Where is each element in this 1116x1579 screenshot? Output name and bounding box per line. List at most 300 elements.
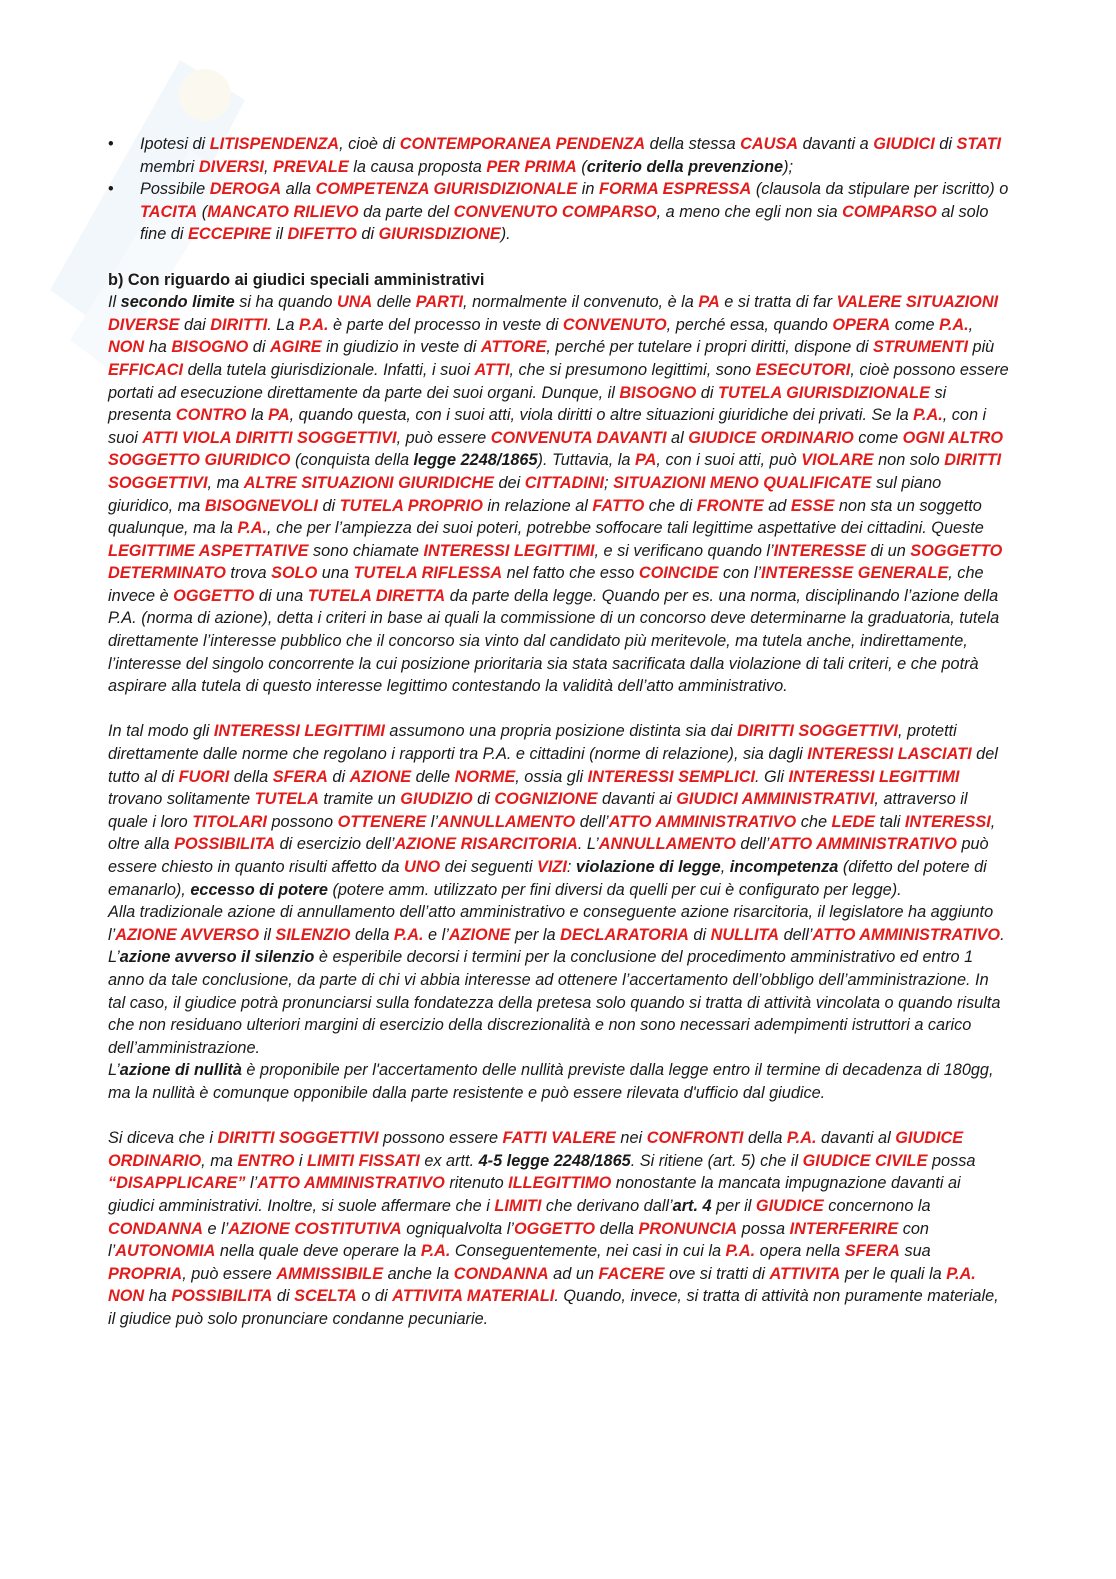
- text-run: , normalmente il convenuto, è la: [463, 293, 699, 312]
- text-run: di: [688, 925, 711, 944]
- text-run: possono: [266, 812, 338, 831]
- bold-term: azione avverso il silenzio: [119, 948, 315, 967]
- text-run: nel fatto che esso: [502, 564, 639, 583]
- text-run: dell’: [779, 925, 813, 944]
- highlight-term: ATTIVITA: [769, 1264, 841, 1283]
- highlight-term: ESECUTORI: [755, 360, 851, 379]
- text-run: e l’: [202, 1219, 229, 1238]
- text-run: è parte del processo in veste di: [328, 315, 563, 334]
- text-run: ad un: [548, 1264, 599, 1283]
- highlight-term: GIUDICE ORDINARIO: [108, 1129, 964, 1170]
- highlight-term: DIRITTI: [210, 315, 268, 334]
- text-run: , protetti direttamente dalle norme che regolano i rapporti tra P.A. e cittadini (norme di relazione), sia dagli: [108, 722, 957, 764]
- highlight-term: INTERESSI LEGITTIMI: [213, 722, 385, 741]
- highlight-term: AZIONE AVVERSO: [115, 925, 260, 944]
- text-run: davanti al: [816, 1129, 896, 1148]
- text-run: alla: [281, 180, 316, 199]
- highlight-term: INTERESSI LEGITTIMI: [788, 767, 960, 786]
- text-run: , a meno che egli non sia: [656, 202, 843, 221]
- text-run: il: [259, 925, 276, 944]
- text-run: ). Tuttavia, la: [537, 451, 635, 470]
- text-run: . Gli: [755, 767, 789, 786]
- highlight-term: BISOGNO: [619, 383, 697, 402]
- text-run: delle: [411, 767, 455, 786]
- text-run: , cioè di: [339, 135, 400, 153]
- text-run: nonostante la mancata impugnazione davanti ai giudici amministrativi. Inoltre, si suole affermare che i: [108, 1174, 961, 1215]
- text-run: , attraverso il quale i loro: [108, 790, 968, 831]
- text-run: ex artt.: [419, 1151, 479, 1170]
- text-run: , può essere: [182, 1264, 277, 1283]
- text-run: in: [577, 180, 600, 199]
- text-run: in giudizio in veste di: [321, 338, 481, 357]
- highlight-term: CONDANNA: [108, 1219, 203, 1238]
- highlight-term: COMPARSO: [842, 202, 937, 221]
- text-run: della: [743, 1129, 787, 1148]
- highlight-term: DIFETTO: [287, 225, 357, 244]
- text-run: sul piano giuridico, ma: [108, 473, 942, 515]
- text-run: delle: [372, 293, 416, 312]
- highlight-term: OGGETTO: [173, 586, 255, 605]
- highlight-term: COMPETENZA GIURISDIZIONALE: [315, 180, 578, 199]
- highlight-term: MANCATO RILIEVO: [207, 202, 359, 221]
- text-run: della: [229, 767, 273, 786]
- text-run: , può essere: [396, 428, 491, 447]
- text-run: , che si presumono legittimi, sono: [509, 360, 756, 379]
- bold-term: violazione di legge: [575, 858, 721, 876]
- text-run: di: [317, 496, 340, 515]
- bold-term: criterio della prevenzione: [586, 157, 784, 176]
- text-run: , ma: [207, 473, 244, 492]
- text-run: in relazione al: [482, 496, 593, 515]
- highlight-term: CONDANNA: [453, 1264, 549, 1283]
- highlight-term: P.A. NON: [108, 1264, 976, 1306]
- text-run: , e si verificano quando l’: [594, 541, 774, 560]
- text-run: ha: [144, 338, 172, 357]
- highlight-term: NULLITA: [710, 925, 780, 944]
- highlight-term: COGNIZIONE: [494, 790, 598, 809]
- text-run: (clausola da stipulare per iscritto) o: [751, 180, 1009, 199]
- highlight-term: P.A.: [420, 1242, 451, 1261]
- text-run: ).: [500, 225, 511, 244]
- text-run: In tal modo gli: [108, 722, 214, 741]
- highlight-term: FATTO: [592, 496, 645, 515]
- text-run: ;: [604, 473, 614, 492]
- text-run: , cioè possono essere portati ad esecuzione direttamente da parte dei suoi organi. Dunque, il: [108, 360, 1009, 402]
- text-run: , perché essa, quando: [666, 315, 833, 334]
- highlight-term: BISOGNO: [171, 338, 249, 357]
- text-run: opera nella: [755, 1242, 845, 1261]
- highlight-term: ATTORE: [480, 338, 547, 357]
- text-run: Si diceva che i: [108, 1129, 218, 1148]
- highlight-term: ANNULLAMENTO: [598, 835, 736, 854]
- text-run: che: [796, 812, 832, 831]
- text-run: );: [783, 157, 794, 176]
- highlight-term: GIUDICI: [873, 135, 935, 153]
- text-run: di esercizio dell’: [275, 835, 395, 854]
- text-run: dei: [493, 473, 525, 492]
- text-run: assumono una propria posizione distinta sia dai: [384, 722, 737, 741]
- highlight-term: TUTELA: [254, 790, 319, 809]
- text-run: sono chiamate: [308, 541, 424, 560]
- highlight-term: ILLEGITTIMO: [508, 1174, 612, 1193]
- text-run: l’: [245, 1174, 258, 1193]
- text-run: , con i suoi: [108, 406, 987, 447]
- highlight-term: NON: [108, 338, 145, 357]
- text-run: , quando questa, con i suoi atti, viola diritti o altre situazioni giuridiche dei privati. Se la: [289, 406, 914, 425]
- highlight-term: SFERA: [844, 1242, 900, 1261]
- text-run: con l’: [718, 564, 761, 583]
- text-run: più: [967, 338, 995, 357]
- highlight-term: STRUMENTI: [873, 338, 968, 357]
- highlight-term: INTERESSI LEGITTIMI: [423, 541, 595, 560]
- highlight-term: SITUAZIONI MENO QUALIFICATE: [613, 473, 872, 492]
- text-run: .: [1000, 925, 1005, 944]
- highlight-term: AUTONOMIA: [115, 1242, 216, 1261]
- highlight-term: INTERESSI: [904, 812, 991, 831]
- highlight-term: PA: [268, 406, 290, 425]
- highlight-term: TITOLARI: [192, 812, 267, 831]
- text-run: o di: [356, 1287, 393, 1306]
- highlight-term: PARTI: [415, 293, 464, 312]
- highlight-term: LIMITI: [494, 1196, 542, 1215]
- highlight-term: OGGETTO: [513, 1219, 596, 1238]
- highlight-term: CAUSA: [740, 135, 799, 153]
- highlight-term: AZIONE RISARCITORIA: [394, 835, 578, 854]
- highlight-term: DIRITTI SOGGETTIVI: [217, 1129, 379, 1148]
- highlight-term: DIRITTI SOGGETTIVI: [108, 451, 1002, 492]
- paragraph: [108, 946, 1010, 1059]
- highlight-term: ATTO AMMINISTRATIVO: [769, 835, 957, 854]
- text-run: ogniqualvolta l’: [401, 1219, 514, 1238]
- bullet-dot-icon: •: [108, 135, 114, 153]
- text-run: come: [890, 315, 940, 334]
- text-run: (difetto del potere di emanarlo),: [108, 858, 987, 899]
- highlight-term: INTERFERIRE: [789, 1219, 899, 1238]
- text-run: e l’: [423, 925, 449, 944]
- highlight-term: PA: [634, 451, 657, 470]
- text-run: , che invece è: [108, 564, 984, 605]
- text-run: dei seguenti: [440, 858, 537, 876]
- text-run: di: [272, 1287, 295, 1306]
- highlight-term: ATTI: [474, 360, 510, 379]
- highlight-term: FUORI: [178, 767, 230, 786]
- highlight-term: FRONTE: [696, 496, 764, 515]
- text-run: e si tratta di far: [719, 293, 837, 312]
- bold-term: 4-5 legge 2248/1865: [478, 1151, 631, 1170]
- paragraph: [108, 1127, 1010, 1330]
- paragraph: [108, 901, 1010, 946]
- highlight-term: INTERESSI LASCIATI: [807, 745, 972, 764]
- bullet-item-deroga: [108, 178, 1010, 246]
- text-run: ,: [263, 157, 274, 176]
- bullet-item-litispendenza: [108, 133, 1010, 178]
- text-run: . La: [267, 315, 299, 334]
- text-run: possa: [927, 1151, 976, 1170]
- text-run: non solo: [873, 451, 945, 470]
- text-run: nella quale deve operare la: [215, 1242, 421, 1261]
- highlight-term: TUTELA PROPRIO: [339, 496, 483, 515]
- text-run: anche la: [383, 1264, 454, 1283]
- text-run: di: [472, 790, 495, 809]
- highlight-term: P.A.: [786, 1129, 817, 1148]
- text-run: , ossia gli: [515, 767, 588, 786]
- highlight-term: OTTENERE: [337, 812, 427, 831]
- text-run: (: [197, 202, 208, 221]
- highlight-term: CONVENUTO COMPARSO: [453, 202, 657, 221]
- text-run: può essere chiesto in quanto risulti affetto da: [108, 835, 989, 876]
- bold-term: art. 4: [672, 1196, 712, 1215]
- text-run: Possibile: [140, 180, 210, 199]
- text-run: possono essere: [378, 1129, 503, 1148]
- text-run: dell’: [735, 835, 770, 854]
- text-run: . Quando, invece, si tratta di attività non puramente materiale, il giudice può solo pronunciare condanne pecuniarie.: [108, 1287, 999, 1328]
- text-run: una: [317, 564, 354, 583]
- highlight-term: AMMISSIBILE: [276, 1264, 384, 1283]
- text-run: , che per l’ampiezza dei suoi poteri, potrebbe soffocare tali legittime aspettative dei cittadini. Queste: [267, 519, 984, 538]
- highlight-term: SFERA: [272, 767, 328, 786]
- spacer: [108, 246, 1010, 269]
- highlight-term: FATTI VALERE: [502, 1129, 616, 1148]
- highlight-term: P.A.: [725, 1242, 756, 1261]
- highlight-term: P.A.: [298, 315, 329, 334]
- highlight-term: DECLARATORIA: [560, 925, 689, 944]
- text-run: nei: [615, 1129, 647, 1148]
- text-run: al: [666, 428, 689, 447]
- highlight-term: P.A.: [939, 315, 969, 334]
- text-run: con l’: [108, 1219, 929, 1261]
- text-run: L’: [108, 948, 120, 967]
- highlight-term: AZIONE: [349, 767, 412, 786]
- text-run: trova: [225, 564, 272, 583]
- highlight-term: LIMITI FISSATI: [307, 1151, 420, 1170]
- highlight-term: INTERESSE GENERALE: [760, 564, 949, 583]
- highlight-term: UNO: [403, 858, 441, 876]
- highlight-term: INTERESSE: [773, 541, 866, 560]
- text-run: , perché per tutelare i propri diritti, dispone di: [546, 338, 874, 357]
- text-run: non sta un soggetto qualunque, ma la: [108, 496, 982, 538]
- text-run: è proponibile per l'accertamento delle nullità previste dalla legge entro il termine di decadenza di 180gg, ma la nullità è comunque opponibile dalla parte resistente e può essere rilevata d'ufficio dal giudice.: [108, 1061, 994, 1102]
- text-run: . Si ritiene (art. 5) che il: [630, 1151, 803, 1170]
- highlight-term: CITTADINI: [524, 473, 605, 492]
- highlight-term: P.A.: [393, 925, 424, 944]
- text-run: di una: [254, 586, 308, 605]
- highlight-term: STATI: [956, 135, 1002, 153]
- highlight-term: SILENZIO: [275, 925, 351, 944]
- text-run: di: [356, 225, 379, 244]
- text-run: la: [246, 406, 269, 425]
- highlight-term: CONFRONTI: [646, 1129, 744, 1148]
- highlight-term: TUTELA GIURISDIZIONALE: [718, 383, 930, 402]
- highlight-term: POSSIBILITA: [171, 1287, 273, 1306]
- text-run: l’: [426, 812, 438, 831]
- highlight-term: EFFICACI: [108, 360, 184, 379]
- bullet-text: [140, 180, 1008, 243]
- text-run: trovano solitamente: [108, 790, 255, 809]
- bullet-list: [108, 133, 1010, 246]
- text-run: che derivano dall’: [541, 1196, 673, 1215]
- text-run: si presenta: [108, 383, 947, 425]
- highlight-term: ESSE: [790, 496, 835, 515]
- text-run: ha: [144, 1287, 172, 1306]
- highlight-term: VALERE SITUAZIONI DIVERSE: [108, 293, 999, 334]
- text-run: come: [853, 428, 903, 447]
- highlight-term: CONVENUTA DAVANTI: [490, 428, 667, 447]
- text-run: che di: [644, 496, 697, 515]
- highlight-term: ALTRE SITUAZIONI GIURIDICHE: [243, 473, 494, 492]
- text-run: da parte del: [358, 202, 454, 221]
- highlight-term: “DISAPPLICARE”: [108, 1174, 246, 1193]
- text-run: Il: [108, 293, 121, 312]
- highlight-term: LEDE: [831, 812, 875, 831]
- highlight-term: PER PRIMA: [486, 157, 577, 176]
- text-run: membri: [140, 157, 199, 176]
- highlight-term: PREVALE: [273, 157, 349, 176]
- text-run: ritenuto: [444, 1174, 509, 1193]
- text-run: (conquista della: [290, 451, 414, 470]
- highlight-term: DIVERSI: [198, 157, 264, 176]
- highlight-term: INTERESSI SEMPLICI: [587, 767, 755, 786]
- text-run: la causa proposta: [348, 157, 487, 176]
- highlight-term: BISOGNEVOLI: [204, 496, 318, 515]
- highlight-term: POSSIBILITA: [174, 835, 276, 854]
- text-run: (: [576, 157, 587, 176]
- highlight-term: P.A.: [237, 519, 268, 538]
- highlight-term: CONTEMPORANEA PENDENZA: [399, 135, 646, 153]
- highlight-term: PA: [698, 293, 720, 312]
- highlight-term: AGIRE: [270, 338, 322, 357]
- text-run: della: [350, 925, 394, 944]
- highlight-term: ANNULLAMENTO: [438, 812, 576, 831]
- text-run: ad: [763, 496, 791, 515]
- highlight-term: ATTO AMMINISTRATIVO: [257, 1174, 445, 1193]
- highlight-term: GIUDICE: [755, 1196, 824, 1215]
- text-run: di: [934, 135, 957, 153]
- highlight-term: SOGGETTO DETERMINATO: [108, 541, 1003, 583]
- highlight-term: ATTO AMMINISTRATIVO: [608, 812, 797, 831]
- highlight-term: COINCIDE: [638, 564, 719, 583]
- highlight-term: DIRITTI SOGGETTIVI: [736, 722, 898, 741]
- highlight-term: AZIONE COSTITUTIVA: [228, 1219, 402, 1238]
- text-run: di un: [865, 541, 911, 560]
- text-run: di: [327, 767, 350, 786]
- paragraph: [108, 1059, 1010, 1104]
- paragraph: [108, 291, 1010, 698]
- highlight-term: ATTI VIOLA DIRITTI SOGGETTIVI: [142, 428, 397, 447]
- text-run: ove si tratti di: [664, 1264, 770, 1283]
- text-run: dell’: [575, 812, 609, 831]
- text-run: per la: [510, 925, 561, 944]
- highlight-term: PRONUNCIA: [638, 1219, 738, 1238]
- text-run: della stessa: [645, 135, 741, 153]
- text-run: . L’: [577, 835, 599, 854]
- text-run: davanti ai: [597, 790, 677, 809]
- highlight-term: DEROGA: [209, 180, 282, 199]
- highlight-term: OGNI ALTRO SOGGETTO GIURIDICO: [108, 428, 1004, 470]
- text-run: della: [595, 1219, 639, 1238]
- text-run: Ipotesi di: [140, 135, 210, 153]
- highlight-term: P.A.: [913, 406, 943, 425]
- text-run: tramite un: [318, 790, 401, 809]
- bold-term: incompetenza: [729, 858, 839, 876]
- bullet-dot-icon: •: [108, 180, 114, 199]
- text-run: Alla tradizionale azione di annullamento dell’atto amministrativo e conseguente azione risarcitoria, il legislatore ha aggiunto l’: [108, 903, 994, 944]
- text-run: ,: [968, 315, 974, 334]
- text-run: da parte della legge. Quando per es. una norma, disciplinando l’azione della P.A. (norma di azione), detta i criteri in base ai quali la commissione di un concorso deve determinarne la graduatoria, tutela direttamente l’interesse pubblico che il concorso sia vinto dal candidato più meritevole, ma tutela anche, indirettamente, l’interesse del singolo concorrente la cui posizione prioritaria sia stata sacrificata dalla violazione di tali criteri, e che potrà aspirare alla tutela di questo interesse legittimo contestando la validità dell’atto amministrativo.: [108, 586, 1000, 696]
- highlight-term: LEGITTIME ASPETTATIVE: [108, 541, 309, 560]
- document-body: [108, 133, 1010, 1330]
- highlight-term: ATTIVITA MATERIALI: [392, 1287, 555, 1306]
- highlight-term: OPERA: [832, 315, 891, 334]
- text-run: possa: [737, 1219, 790, 1238]
- bold-term: secondo limite: [120, 293, 235, 312]
- text-run: :: [566, 858, 576, 876]
- text-run: del tutto al di: [108, 745, 998, 786]
- highlight-term: SOLO: [271, 564, 318, 583]
- paragraphs: [108, 291, 1010, 1330]
- highlight-term: CONVENUTO: [562, 315, 667, 334]
- text-run: per il: [711, 1196, 756, 1215]
- text-run: si ha quando: [234, 293, 337, 312]
- spacer: [108, 1105, 1010, 1128]
- section-heading: b) Con riguardo ai giudici speciali amministrativi: [108, 270, 485, 289]
- bold-term: legge 2248/1865: [413, 451, 538, 470]
- text-run: della tutela giurisdizionale. Infatti, i suoi: [183, 360, 475, 379]
- highlight-term: VIZI: [537, 858, 567, 876]
- text-run: di: [248, 338, 270, 357]
- text-run: , con i suoi atti, può: [656, 451, 802, 470]
- text-run: tali: [874, 812, 905, 831]
- text-run: L’: [108, 1061, 120, 1080]
- text-run: (potere amm. utilizzato per fini diversi da quelli per cui è configurato per legge).: [327, 880, 902, 899]
- text-run: il: [271, 225, 288, 244]
- text-run: è esperibile decorsi i termini per la conclusione del procedimento amministrativo ed entro 1 anno da tale conclusione, da parte di chi vi abbia interesse ad ottenere l’accertamento dell’obbligo dell’amministrazione. In tal caso, il giudice potrà pronunciarsi sulla fondatezza della pretesa solo quando si tratta di attività vincolata o quando risulta che non residuano ulteriori margini di esercizio della discrezionalità e non sono necessari adempimenti istruttori a carico dell’amministrazione.: [108, 948, 1001, 1057]
- highlight-term: AZIONE: [448, 925, 511, 944]
- highlight-term: ENTRO: [237, 1151, 295, 1170]
- highlight-term: TUTELA RIFLESSA: [353, 564, 503, 583]
- text-run: concernono la: [823, 1196, 931, 1215]
- highlight-term: SCELTA: [294, 1287, 357, 1306]
- highlight-term: GIURISDIZIONE: [378, 225, 501, 244]
- text-run: Conseguentemente, nei casi in cui la: [450, 1242, 726, 1261]
- text-run: sua: [899, 1242, 931, 1261]
- text-run: , ma: [201, 1151, 238, 1170]
- highlight-term: NORME: [454, 767, 516, 786]
- highlight-term: ATTO AMMINISTRATIVO: [812, 925, 1001, 944]
- text-run: di: [696, 383, 719, 402]
- text-run: dai: [179, 315, 211, 334]
- highlight-term: ECCEPIRE: [187, 225, 272, 244]
- highlight-term: CONTRO: [175, 406, 247, 425]
- highlight-term: GIUDICE ORDINARIO: [688, 428, 854, 447]
- highlight-term: GIUDIZIO: [400, 790, 473, 809]
- spacer: [108, 698, 1010, 721]
- bold-term: eccesso di potere: [190, 880, 328, 899]
- paragraph: [108, 720, 1010, 901]
- text-run: i: [294, 1151, 308, 1170]
- highlight-term: UNA: [336, 293, 373, 312]
- highlight-term: TUTELA DIRETTA: [307, 586, 446, 605]
- highlight-term: VIOLARE: [801, 451, 874, 470]
- text-run: davanti a: [798, 135, 874, 153]
- highlight-term: TACITA: [140, 202, 198, 221]
- text-run: per le quali la: [840, 1264, 947, 1283]
- highlight-term: GIUDICE CIVILE: [802, 1151, 928, 1170]
- highlight-term: FACERE: [598, 1264, 665, 1283]
- bullet-text: [140, 135, 1001, 176]
- highlight-term: GIUDICI AMMINISTRATIVI: [676, 790, 875, 809]
- text-run: al solo fine di: [140, 202, 989, 244]
- highlight-term: PROPRIA: [108, 1264, 183, 1283]
